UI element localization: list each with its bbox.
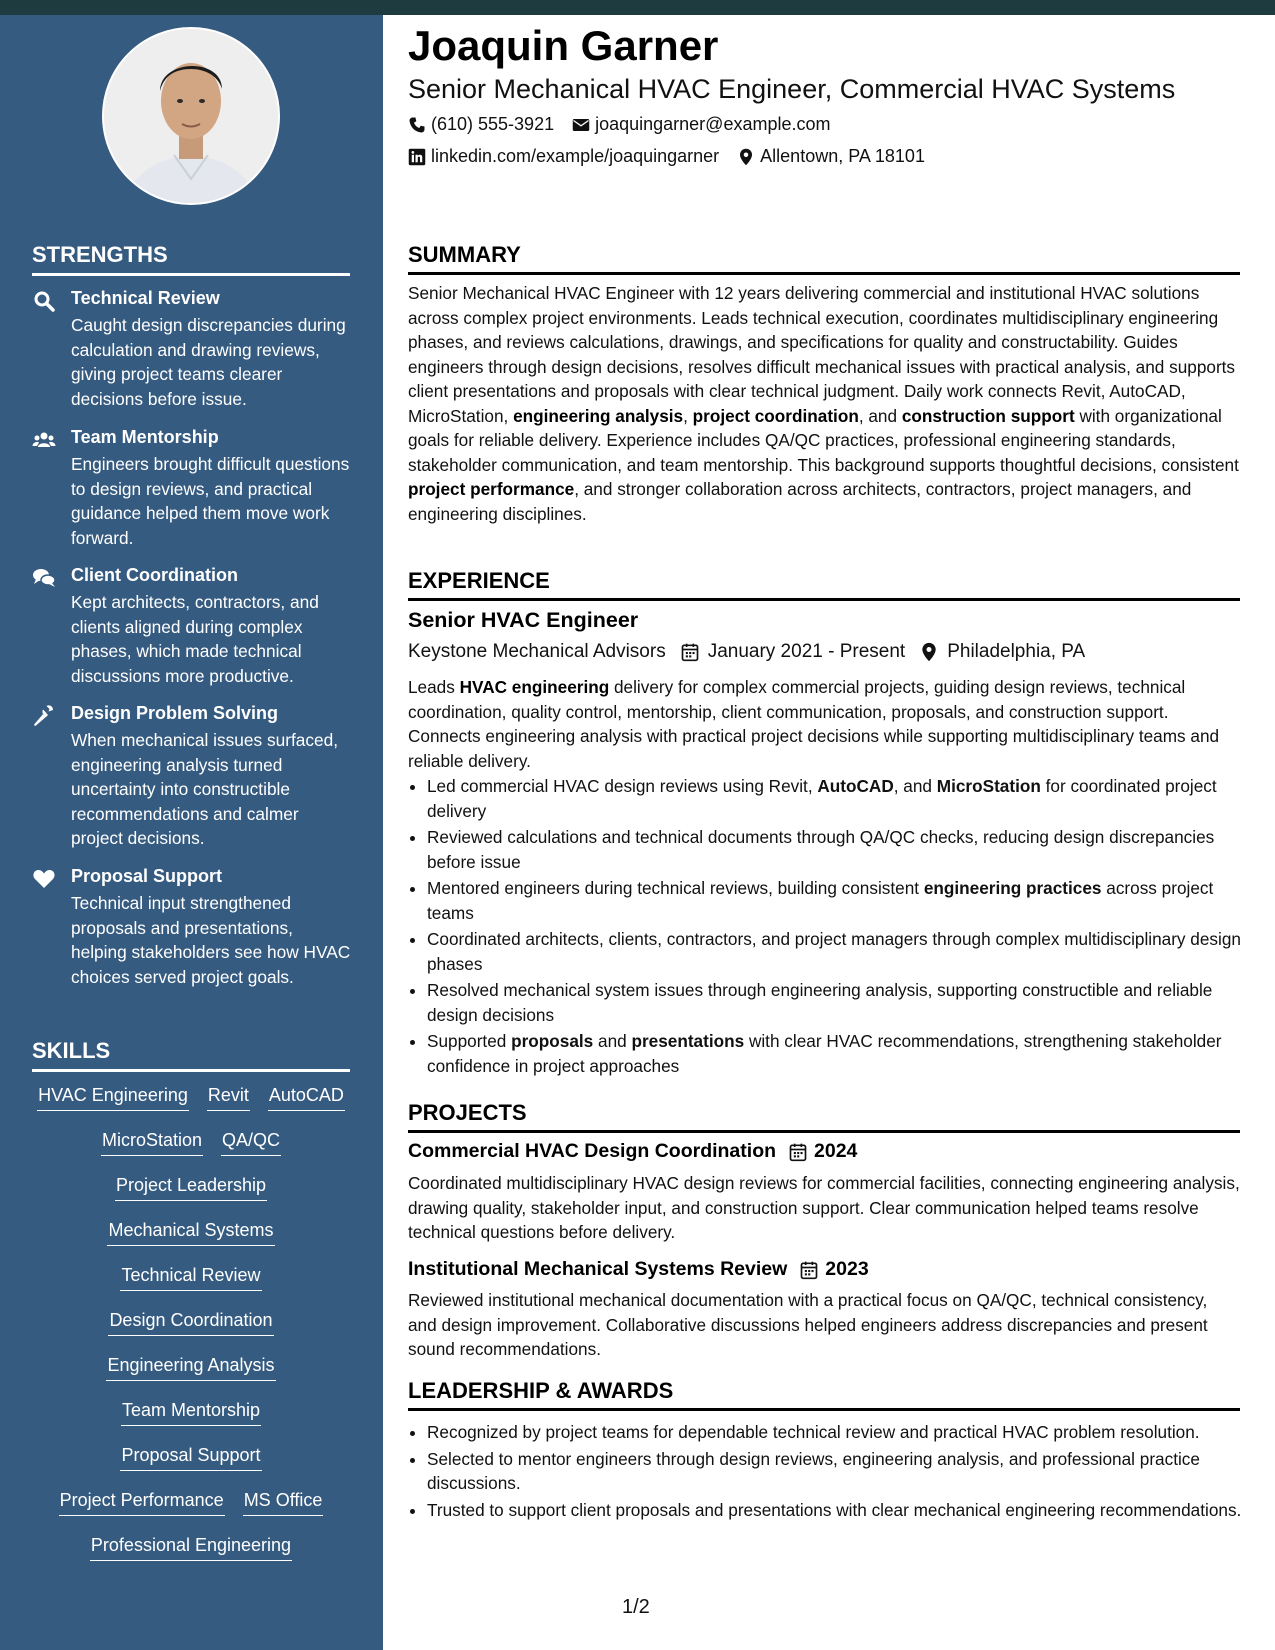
job-bullet: • Led commercial HVAC design reviews using Revit, AutoCAD, and MicroStation for coordinated project delivery xyxy=(427,774,1259,823)
location-pin-icon xyxy=(737,148,755,166)
project-year: 2024 xyxy=(814,1140,858,1162)
skill-row xyxy=(32,1445,350,1490)
avatar xyxy=(102,27,280,205)
skill-tag: HVAC Engineering xyxy=(37,1085,189,1111)
location-text: Allentown, PA 18101 xyxy=(760,146,925,166)
contact-row xyxy=(408,114,831,135)
projects-title: PROJECTS xyxy=(408,1100,1240,1133)
award-bullet: • Selected to mentor engineers through design reviews, engineering analysis, and professional practice discussions. xyxy=(427,1447,1259,1496)
strengths-title: STRENGTHS xyxy=(32,242,350,276)
strength-desc: Engineers brought difficult questions to design reviews, and practical guidance helped them move work forward. xyxy=(71,454,350,548)
skill-row xyxy=(32,1220,350,1265)
strength-title: Team Mentorship xyxy=(71,427,219,447)
project-name: Institutional Mechanical Systems Review xyxy=(408,1258,788,1280)
award-bullet: • Recognized by project teams for dependable technical review and practical HVAC problem resolution. xyxy=(427,1420,1259,1445)
contact-row xyxy=(408,146,925,167)
skill-tag: Project Performance xyxy=(59,1490,225,1516)
skill-tag: Design Coordination xyxy=(108,1310,273,1336)
strength-desc: Caught design discrepancies during calculation and drawing reviews, giving project teams clearer decisions before issue. xyxy=(71,315,346,409)
search-icon xyxy=(32,289,56,313)
skill-tag: Engineering Analysis xyxy=(106,1355,275,1381)
skill-tag: MicroStation xyxy=(101,1130,203,1156)
strength-desc: Technical input strengthened proposals and presentations, helping stakeholders see how HVAC choices served project goals. xyxy=(71,893,351,987)
skill-row xyxy=(32,1355,350,1400)
skill-tag: Professional Engineering xyxy=(90,1535,292,1561)
job-meta xyxy=(408,641,1085,663)
email-icon xyxy=(572,116,590,134)
strength-desc: Kept architects, contractors, and clients aligned during complex phases, which made technical discussions more productive. xyxy=(71,592,319,686)
job-dates: January 2021 - Present xyxy=(707,641,906,662)
phone-icon xyxy=(408,116,426,134)
page-number: 1/2 xyxy=(622,1596,650,1618)
candidate-name: Joaquin Garner xyxy=(408,22,719,69)
skill-row xyxy=(32,1175,350,1220)
skill-row xyxy=(32,1490,350,1535)
skill-row xyxy=(32,1535,350,1580)
skill-row xyxy=(32,1130,350,1175)
sidebar-top-bar xyxy=(0,0,383,15)
skills-list xyxy=(32,1085,350,1580)
job-title: Senior HVAC Engineer xyxy=(408,608,639,632)
skill-tag: Revit xyxy=(207,1085,250,1111)
calendar-icon xyxy=(799,1260,819,1280)
heart-icon xyxy=(32,867,56,891)
skill-tag: MS Office xyxy=(243,1490,324,1516)
phone-text: (610) 555-3921 xyxy=(431,114,555,134)
skill-tag: AutoCAD xyxy=(268,1085,345,1111)
skill-tag: Mechanical Systems xyxy=(107,1220,274,1246)
calendar-icon xyxy=(788,1142,808,1162)
calendar-icon xyxy=(680,642,700,662)
job-location: Philadelphia, PA xyxy=(947,641,1086,662)
candidate-role: Senior Mechanical HVAC Engineer, Commercial HVAC Systems xyxy=(408,74,1176,104)
summary-title: SUMMARY xyxy=(408,242,1240,275)
job-bullet: • Coordinated architects, clients, contractors, and project managers through complex multidisciplinary design phases xyxy=(427,927,1259,976)
header-top-bar xyxy=(383,0,1275,15)
skill-tag: Project Leadership xyxy=(115,1175,267,1201)
skill-tag: Team Mentorship xyxy=(121,1400,261,1426)
strength-title: Design Problem Solving xyxy=(71,703,279,723)
location-pin-icon xyxy=(919,642,939,662)
skill-tag: Technical Review xyxy=(120,1265,261,1291)
skill-tag: Proposal Support xyxy=(120,1445,261,1471)
project-desc: Reviewed institutional mechanical documentation with a practical focus on QA/QC, technical consistency, and design improvement. Collaborative discussions helped engineers address discrepancies and present sound recommendations. xyxy=(408,1290,1208,1359)
chat-icon xyxy=(32,566,56,590)
awards-title: LEADERSHIP & AWARDS xyxy=(408,1378,1240,1411)
email-link[interactable]: joaquingarner@example.com xyxy=(595,114,831,134)
sidebar xyxy=(0,0,383,1650)
users-icon xyxy=(32,428,56,452)
awards-bullets xyxy=(408,1420,1259,1524)
linkedin-link[interactable]: linkedin.com/example/joaquingarner xyxy=(431,146,720,166)
strength-title: Client Coordination xyxy=(71,565,238,585)
job-bullet: • Reviewed calculations and technical documents through QA/QC checks, reducing design discrepancies before issue xyxy=(427,825,1259,874)
job-bullet: • Resolved mechanical system issues through engineering analysis, supporting constructible and reliable design decisions xyxy=(427,978,1259,1027)
wrench-icon xyxy=(32,704,56,728)
skills-title: SKILLS xyxy=(32,1038,350,1072)
skill-tag: QA/QC xyxy=(221,1130,281,1156)
job-company: Keystone Mechanical Advisors xyxy=(408,641,666,662)
portrait-image xyxy=(104,29,278,203)
strength-title: Technical Review xyxy=(71,288,220,308)
strength-title: Proposal Support xyxy=(71,866,223,886)
skill-row xyxy=(32,1265,350,1310)
award-bullet: • Trusted to support client proposals and presentations with clear mechanical engineering recommendations. xyxy=(427,1498,1259,1523)
project-title xyxy=(408,1140,857,1163)
project-title xyxy=(408,1258,869,1281)
summary-text: Senior Mechanical HVAC Engineer with 12 years delivering commercial and institutional HVAC solutions across complex project environments. Leads technical execution, coordinates multidisciplinary engineering phases, and reviews calculations, drawings, and specifications for quality and constructability. Guides engineers through design decisions, resolves difficult mechanical issues with practical analysis, and supports client presentations and proposals with clear technical judgment. Daily work connects Revit, AutoCAD, MicroStation, engineering analysis, project coordination, and construction support with organizational goals for reliable delivery. Experience includes QA/QC practices, professional engineering standards, stakeholder communication, and team mentorship. This background supports thoughtful decisions, consistent project performance, and stronger collaboration across architects, contractors, project managers, and engineering disciplines. xyxy=(408,283,1239,524)
job-summary: Leads HVAC engineering delivery for complex commercial projects, guiding design reviews, technical coordination, quality control, mentorship, client communication, proposals, and construction support. Connects engineering analysis with practical project decisions while supporting multidisciplinary teams and reliable delivery. xyxy=(408,677,1220,771)
job-bullet: • Mentored engineers during technical reviews, building consistent engineering practices across project teams xyxy=(427,876,1259,925)
project-name: Commercial HVAC Design Coordination xyxy=(408,1140,777,1162)
experience-title: EXPERIENCE xyxy=(408,568,1240,601)
project-year: 2023 xyxy=(825,1258,869,1280)
skill-row xyxy=(32,1085,350,1130)
job-bullets xyxy=(408,774,1259,1080)
strength-desc: When mechanical issues surfaced, engineering analysis turned uncertainty into constructible recommendations and calmer project decisions. xyxy=(71,730,339,848)
skill-row xyxy=(32,1400,350,1445)
project-desc: Coordinated multidisciplinary HVAC design reviews for commercial facilities, connecting engineering analysis, drawing quality, stakeholder input, and construction support. Clear communication helped teams resolve technical questions before delivery. xyxy=(408,1173,1240,1242)
linkedin-icon xyxy=(408,148,426,166)
skill-row xyxy=(32,1310,350,1355)
job-bullet: • Supported proposals and presentations with clear HVAC recommendations, strengthening stakeholder confidence in project approaches xyxy=(427,1029,1259,1078)
